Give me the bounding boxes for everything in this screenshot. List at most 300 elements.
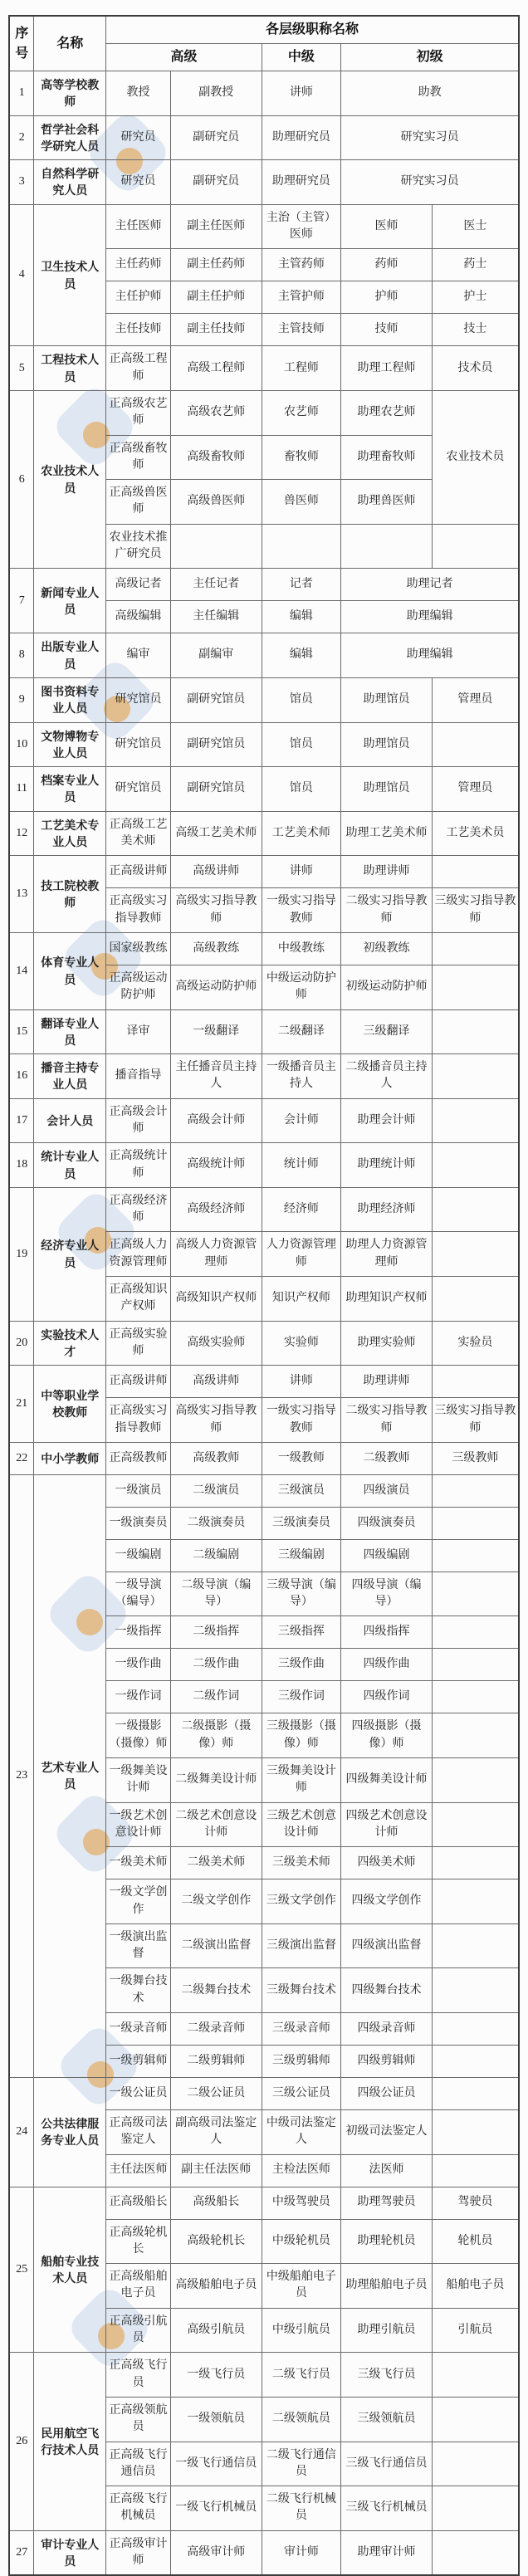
row-number-cell: 20 — [9, 1321, 34, 1366]
title-cell: 技术员 — [432, 346, 519, 391]
title-cell: 二级飞行机械员 — [262, 2486, 341, 2531]
title-cell: 实验员 — [432, 1321, 519, 1366]
title-cell: 副研究馆员 — [170, 677, 262, 722]
title-cell: 正高级审计师 — [106, 2530, 171, 2575]
table-row — [9, 1442, 519, 1474]
title-cell: 正高级实习指导教师 — [106, 888, 171, 933]
row-number-cell: 23 — [9, 1474, 34, 2077]
title-cell: 二级编剧 — [170, 1539, 262, 1572]
title-cell: 一级文学创作 — [106, 1879, 171, 1924]
category-name-cell: 高等学校教师 — [34, 71, 106, 116]
category-name-cell: 中等职业学校教师 — [34, 1366, 106, 1443]
title-cell: 高级船长 — [170, 2187, 262, 2219]
empty-cell — [432, 1539, 519, 1572]
table-row — [9, 811, 519, 856]
title-cell: 会计师 — [262, 1098, 341, 1143]
row-number-cell: 8 — [9, 633, 34, 678]
title-cell: 一级作曲 — [106, 1649, 171, 1681]
title-cell: 初级运动防护师 — [341, 965, 433, 1009]
category-name-cell: 自然科学研究人员 — [34, 160, 106, 205]
title-cell: 四级剪辑师 — [341, 2046, 433, 2078]
title-cell: 一级指挥 — [106, 1616, 171, 1649]
title-cell: 正高级统计师 — [106, 1143, 171, 1188]
empty-cell — [432, 1923, 519, 1968]
category-name-cell: 出版专业人员 — [34, 633, 106, 678]
title-cell: 四级摄影（摄像）师 — [341, 1713, 433, 1758]
table-row — [9, 204, 519, 249]
title-cell: 二级摄影（摄像）师 — [170, 1713, 262, 1758]
title-cell: 轮机员 — [432, 2219, 519, 2264]
title-cell: 研究馆员 — [106, 677, 171, 722]
title-cell: 四级演出监督 — [341, 1923, 433, 1968]
category-name-cell: 播音主持专业人员 — [34, 1054, 106, 1099]
row-number-cell: 6 — [9, 390, 34, 568]
title-cell: 副主任药师 — [170, 249, 262, 281]
title-cell: 四级文学创作 — [341, 1879, 433, 1924]
title-cell: 助理编辑 — [341, 601, 519, 633]
title-cell: 副教授 — [170, 71, 262, 116]
title-cell: 主管技师 — [262, 314, 341, 346]
title-cell: 副编审 — [170, 633, 262, 678]
title-cell: 正高级实习指导教师 — [106, 1398, 171, 1443]
title-cell: 一级实习指导教师 — [262, 888, 341, 933]
title-cell: 主检法医师 — [262, 2154, 341, 2187]
category-name-cell: 统计专业人员 — [34, 1143, 106, 1188]
empty-cell — [432, 1968, 519, 2013]
title-cell: 正高级知识产权师 — [106, 1277, 171, 1322]
title-cell: 副主任法医师 — [170, 2154, 262, 2187]
title-cell: 高级教练 — [170, 932, 262, 965]
title-cell: 一级艺术创意设计师 — [106, 1802, 171, 1847]
title-cell: 一级演奏员 — [106, 1507, 171, 1539]
table-row — [9, 722, 519, 767]
title-cell: 主任法医师 — [106, 2154, 171, 2187]
table-row — [9, 677, 519, 722]
table-row — [9, 71, 519, 116]
row-number-cell: 13 — [9, 856, 34, 933]
title-cell: 管理员 — [432, 677, 519, 722]
category-name-cell: 公共法律服务专业人员 — [34, 2078, 106, 2187]
title-cell: 四级作曲 — [341, 1649, 433, 1681]
title-cell: 正高级经济师 — [106, 1187, 171, 1232]
title-cell: 副研究员 — [170, 160, 262, 205]
category-name-cell: 技工院校教师 — [34, 856, 106, 933]
title-cell: 四级作词 — [341, 1681, 433, 1713]
title-cell: 二级实习指导教师 — [341, 888, 433, 933]
row-number-cell: 11 — [9, 767, 34, 812]
empty-cell — [432, 1187, 519, 1232]
title-cell: 馆员 — [262, 677, 341, 722]
empty-cell — [432, 2397, 519, 2442]
table-row — [9, 1009, 519, 1054]
title-cell: 助理馆员 — [341, 767, 433, 812]
title-cell: 高级统计师 — [170, 1143, 262, 1188]
category-name-cell: 哲学社会科学研究人员 — [34, 115, 106, 160]
table-body — [9, 71, 519, 2576]
title-cell: 正高级轮机长 — [106, 2219, 171, 2264]
title-levels-table — [8, 15, 520, 2576]
title-cell: 正高级船舶电子员 — [106, 2264, 171, 2309]
row-number-cell: 5 — [9, 346, 34, 391]
table-row — [9, 932, 519, 965]
title-cell: 中级轮机员 — [262, 2219, 341, 2264]
title-cell: 三级艺术创意设计师 — [262, 1802, 341, 1847]
title-cell: 中级船舶电子员 — [262, 2264, 341, 2309]
title-cell: 馆员 — [262, 767, 341, 812]
empty-cell — [432, 1474, 519, 1507]
title-cell: 助理工程师 — [341, 346, 433, 391]
title-cell: 高级引航员 — [170, 2308, 262, 2353]
empty-cell — [432, 856, 519, 888]
title-cell: 药士 — [432, 249, 519, 281]
category-name-cell: 艺术专业人员 — [34, 1474, 106, 2077]
title-cell: 高级轮机长 — [170, 2219, 262, 2264]
title-cell: 高级实习指导教师 — [170, 888, 262, 933]
row-number-cell: 12 — [9, 811, 34, 856]
table-row — [9, 1098, 519, 1143]
category-name-cell: 工艺美术专业人员 — [34, 811, 106, 856]
empty-cell — [262, 524, 341, 569]
title-cell: 二级舞台技术 — [170, 1968, 262, 2013]
empty-cell — [432, 1232, 519, 1277]
category-name-cell: 文物博物专业人员 — [34, 722, 106, 767]
title-cell: 二级录音师 — [170, 2013, 262, 2046]
title-cell: 主任播音员主持人 — [170, 1054, 262, 1099]
title-cell: 主任医师 — [106, 204, 171, 249]
title-cell: 三级作曲 — [262, 1649, 341, 1681]
title-cell: 正高级讲师 — [106, 856, 171, 888]
title-cell: 正高级教师 — [106, 1442, 171, 1474]
table-row — [9, 390, 519, 435]
title-cell: 一级美术师 — [106, 1847, 171, 1879]
title-cell: 主任记者 — [170, 569, 262, 601]
title-cell: 三级翻译 — [341, 1009, 433, 1054]
row-number-cell: 14 — [9, 932, 34, 1009]
empty-cell — [432, 1802, 519, 1847]
title-cell: 国家级教练 — [106, 932, 171, 965]
title-cell: 高级实习指导教师 — [170, 1398, 262, 1443]
title-cell: 正高级人力资源管理师 — [106, 1232, 171, 1277]
title-cell: 助理馆员 — [341, 677, 433, 722]
col-header-levels-group: 各层级职称名称 — [106, 16, 519, 44]
title-cell: 四级公证员 — [341, 2078, 433, 2110]
title-cell: 二级教师 — [341, 1442, 433, 1474]
table-row — [9, 633, 519, 678]
title-cell: 正高级会计师 — [106, 1098, 171, 1143]
title-cell: 主任技师 — [106, 314, 171, 346]
row-number-cell: 1 — [9, 71, 34, 116]
category-name-cell: 翻译专业人员 — [34, 1009, 106, 1054]
title-cell: 四级导演（编导） — [341, 1572, 433, 1616]
title-cell: 一级公证员 — [106, 2078, 171, 2110]
title-cell: 三级指挥 — [262, 1616, 341, 1649]
title-cell: 中级司法鉴定人 — [262, 2110, 341, 2155]
category-name-cell: 卫生技术人员 — [34, 204, 106, 346]
title-cell: 助理兽医师 — [341, 480, 433, 525]
title-cell: 研究馆员 — [106, 767, 171, 812]
title-cell: 教授 — [106, 71, 171, 116]
title-cell: 正高级兽医师 — [106, 480, 171, 525]
row-number-cell: 22 — [9, 1442, 34, 1474]
title-cell: 编辑 — [262, 601, 341, 633]
title-cell: 医士 — [432, 204, 519, 249]
table-row — [9, 115, 519, 160]
title-cell: 副主任技师 — [170, 314, 262, 346]
empty-cell — [432, 1758, 519, 1803]
title-cell: 高级运动防护师 — [170, 965, 262, 1009]
title-cell: 一级舞美设计师 — [106, 1758, 171, 1803]
title-cell: 二级演出监督 — [170, 1923, 262, 1968]
title-cell: 畜牧师 — [262, 435, 341, 480]
empty-cell — [432, 1277, 519, 1322]
title-cell: 正高级农艺师 — [106, 390, 171, 435]
row-number-cell: 26 — [9, 2353, 34, 2530]
empty-cell — [432, 1143, 519, 1188]
empty-cell — [432, 2154, 519, 2187]
title-cell: 初级司法鉴定人 — [341, 2110, 433, 2155]
title-cell: 一级导演（编导） — [106, 1572, 171, 1616]
empty-cell — [432, 1616, 519, 1649]
title-cell: 三级文学创作 — [262, 1879, 341, 1924]
title-cell: 兽医师 — [262, 480, 341, 525]
category-name-cell: 会计人员 — [34, 1098, 106, 1143]
title-cell: 三级实习指导教师 — [432, 1398, 519, 1443]
title-cell: 高级知识产权师 — [170, 1277, 262, 1322]
title-cell: 研究馆员 — [106, 722, 171, 767]
title-cell: 四级艺术创意设计师 — [341, 1802, 433, 1847]
title-cell: 一级剪辑师 — [106, 2046, 171, 2078]
category-name-cell: 新闻专业人员 — [34, 569, 106, 633]
title-cell: 助理讲师 — [341, 1366, 433, 1398]
row-number-cell: 4 — [9, 204, 34, 346]
table-row — [9, 569, 519, 601]
title-cell: 三级舞美设计师 — [262, 1758, 341, 1803]
title-cell: 农业技术员 — [432, 390, 519, 524]
title-cell: 正高级工艺美术师 — [106, 811, 171, 856]
title-cell: 技士 — [432, 314, 519, 346]
title-cell: 人力资源管理师 — [262, 1232, 341, 1277]
row-number-cell: 9 — [9, 677, 34, 722]
category-name-cell: 农业技术人员 — [34, 390, 106, 568]
title-cell: 高级船舶电子员 — [170, 2264, 262, 2309]
row-number-cell: 2 — [9, 115, 34, 160]
title-cell: 技师 — [341, 314, 433, 346]
empty-cell — [432, 2046, 519, 2078]
title-cell: 中级教练 — [262, 932, 341, 965]
category-name-cell: 体育专业人员 — [34, 932, 106, 1009]
row-number-cell: 19 — [9, 1187, 34, 1321]
table-row — [9, 767, 519, 812]
title-cell: 一级演员 — [106, 1474, 171, 1507]
title-cell: 高级讲师 — [170, 1366, 262, 1398]
title-cell: 助理畜牧师 — [341, 435, 433, 480]
title-cell: 二级翻译 — [262, 1009, 341, 1054]
empty-cell — [432, 1713, 519, 1758]
table-row — [9, 1321, 519, 1366]
title-cell: 副主任医师 — [170, 204, 262, 249]
empty-cell — [432, 1098, 519, 1143]
title-cell: 驾驶员 — [432, 2187, 519, 2219]
title-cell: 三级作词 — [262, 1681, 341, 1713]
table-row — [9, 1187, 519, 1232]
title-cell: 管理员 — [432, 767, 519, 812]
title-cell: 正高级畜牧师 — [106, 435, 171, 480]
title-cell: 主管护师 — [262, 281, 341, 314]
title-cell: 讲师 — [262, 856, 341, 888]
table-row — [9, 1143, 519, 1188]
title-cell: 三级编剧 — [262, 1539, 341, 1572]
category-name-cell: 工程技术人员 — [34, 346, 106, 391]
empty-cell — [432, 2110, 519, 2155]
title-cell: 法医师 — [341, 2154, 433, 2187]
empty-cell — [341, 524, 433, 569]
title-cell: 正高级船长 — [106, 2187, 171, 2219]
title-cell: 四级录音师 — [341, 2013, 433, 2046]
title-cell: 研究实习员 — [341, 115, 519, 160]
category-name-cell: 船舶专业技术人员 — [34, 2187, 106, 2353]
title-cell: 医师 — [341, 204, 433, 249]
col-header-seq: 序号 — [9, 16, 34, 71]
title-cell: 中级引航员 — [262, 2308, 341, 2353]
table-row — [9, 160, 519, 205]
title-cell: 中级驾驶员 — [262, 2187, 341, 2219]
title-cell: 助理统计师 — [341, 1143, 433, 1188]
title-cell: 助理研究员 — [262, 160, 341, 205]
title-cell: 实验师 — [262, 1321, 341, 1366]
title-cell: 四级美术师 — [341, 1847, 433, 1879]
category-name-cell: 图书资料专业人员 — [34, 677, 106, 722]
row-number-cell: 15 — [9, 1009, 34, 1054]
title-cell: 经济师 — [262, 1187, 341, 1232]
empty-cell — [432, 1572, 519, 1616]
category-name-cell: 实验技术人才 — [34, 1321, 106, 1366]
col-header-name: 名称 — [34, 16, 106, 71]
title-cell: 知识产权师 — [262, 1277, 341, 1322]
empty-cell — [170, 524, 262, 569]
row-number-cell: 27 — [9, 2530, 34, 2575]
title-cell: 二级剪辑师 — [170, 2046, 262, 2078]
title-cell: 助教 — [341, 71, 519, 116]
title-cell: 二级播音员主持人 — [341, 1054, 433, 1099]
empty-cell — [432, 2078, 519, 2110]
title-cell: 三级实习指导教师 — [432, 888, 519, 933]
title-cell: 三级美术师 — [262, 1847, 341, 1879]
category-name-cell: 审计专业人员 — [34, 2530, 106, 2575]
title-cell: 一级播音员主持人 — [262, 1054, 341, 1099]
title-cell: 二级作曲 — [170, 1649, 262, 1681]
title-cell: 三级剪辑师 — [262, 2046, 341, 2078]
empty-cell — [432, 2013, 519, 2046]
title-cell: 助理人力资源管理师 — [341, 1232, 433, 1277]
title-cell: 助理工艺美术师 — [341, 811, 433, 856]
title-cell: 高级记者 — [106, 569, 171, 601]
category-name-cell: 中小学教师 — [34, 1442, 106, 1474]
title-cell: 讲师 — [262, 1366, 341, 1398]
title-cell: 二级演奏员 — [170, 1507, 262, 1539]
title-cell: 二级公证员 — [170, 2078, 262, 2110]
title-cell: 二级飞行员 — [262, 2353, 341, 2398]
title-cell: 研究员 — [106, 115, 171, 160]
title-cell: 一级演出监督 — [106, 1923, 171, 1968]
table-row — [9, 346, 519, 391]
table-row — [9, 2530, 519, 2575]
title-cell: 助理实验师 — [341, 1321, 433, 1366]
title-cell: 副研究馆员 — [170, 722, 262, 767]
title-cell: 助理研究员 — [262, 115, 341, 160]
col-header-junior: 初级 — [341, 44, 519, 71]
title-cell: 主任编辑 — [170, 601, 262, 633]
title-cell: 高级畜牧师 — [170, 435, 262, 480]
title-cell: 助理编辑 — [341, 633, 519, 678]
row-number-cell: 16 — [9, 1054, 34, 1099]
title-cell: 高级会计师 — [170, 1098, 262, 1143]
title-cell: 四级舞美设计师 — [341, 1758, 433, 1803]
empty-cell — [432, 1507, 519, 1539]
title-cell: 四级舞台技术 — [341, 1968, 433, 2013]
empty-cell — [432, 1649, 519, 1681]
row-number-cell: 18 — [9, 1143, 34, 1188]
title-cell: 正高级工程师 — [106, 346, 171, 391]
title-cell: 审计师 — [262, 2530, 341, 2575]
title-cell: 三级演员 — [262, 1474, 341, 1507]
title-cell: 四级编剧 — [341, 1539, 433, 1572]
title-cell: 一级教师 — [262, 1442, 341, 1474]
title-cell: 助理经济师 — [341, 1187, 433, 1232]
table-row — [9, 2353, 519, 2398]
title-cell: 一级飞行机械员 — [170, 2486, 262, 2531]
title-cell: 护士 — [432, 281, 519, 314]
title-cell: 一级舞台技术 — [106, 1968, 171, 2013]
title-cell: 正高级飞行员 — [106, 2353, 171, 2398]
title-cell: 一级翻译 — [170, 1009, 262, 1054]
category-name-cell: 民用航空飞行技术人员 — [34, 2353, 106, 2530]
title-cell: 高级农艺师 — [170, 390, 262, 435]
title-cell: 护师 — [341, 281, 433, 314]
title-cell: 一级飞行员 — [170, 2353, 262, 2398]
empty-cell — [432, 1847, 519, 1879]
title-cell: 三级导演（编导） — [262, 1572, 341, 1616]
title-cell: 一级编剧 — [106, 1539, 171, 1572]
title-cell: 研究员 — [106, 160, 171, 205]
title-cell: 一级摄影（摄像）师 — [106, 1713, 171, 1758]
empty-cell — [432, 965, 519, 1009]
row-number-cell: 25 — [9, 2187, 34, 2353]
title-cell: 三级演出监督 — [262, 1923, 341, 1968]
title-cell: 一级实习指导教师 — [262, 1398, 341, 1443]
title-cell: 正高级飞行机械员 — [106, 2486, 171, 2531]
title-cell: 助理会计师 — [341, 1098, 433, 1143]
title-cell: 二级飞行通信员 — [262, 2442, 341, 2486]
title-cell: 统计师 — [262, 1143, 341, 1188]
row-number-cell: 24 — [9, 2078, 34, 2187]
empty-cell — [432, 1681, 519, 1713]
title-cell: 副主任护师 — [170, 281, 262, 314]
title-cell: 正高级实验师 — [106, 1321, 171, 1366]
title-cell: 二级艺术创意设计师 — [170, 1802, 262, 1847]
title-cell: 三级舞台技术 — [262, 1968, 341, 2013]
col-header-intermediate: 中级 — [262, 44, 341, 71]
title-cell: 高级人力资源管理师 — [170, 1232, 262, 1277]
title-cell: 编审 — [106, 633, 171, 678]
title-cell: 三级教师 — [432, 1442, 519, 1474]
title-cell: 助理驾驶员 — [341, 2187, 433, 2219]
title-cell: 高级工艺美术师 — [170, 811, 262, 856]
title-cell: 高级审计师 — [170, 2530, 262, 2575]
title-cell: 助理记者 — [341, 569, 519, 601]
empty-cell — [432, 1366, 519, 1398]
col-header-senior: 高级 — [106, 44, 262, 71]
title-cell: 助理审计师 — [341, 2530, 433, 2575]
